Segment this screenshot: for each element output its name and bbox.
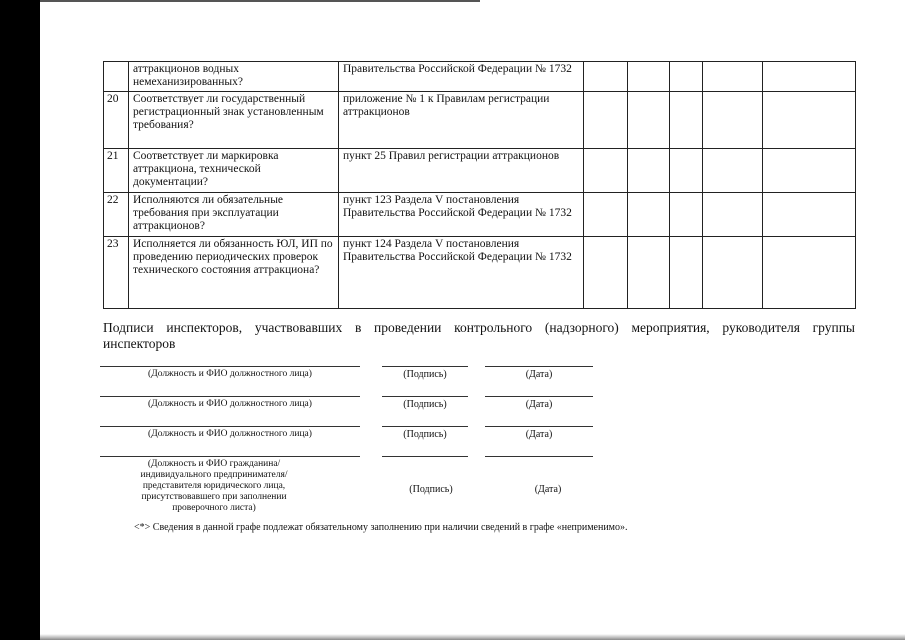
table-row (104, 237, 856, 309)
scan-border-top (40, 0, 480, 2)
answer-extra-cell (703, 62, 763, 92)
row-number (104, 62, 129, 92)
signature-line[interactable] (382, 426, 468, 427)
date-line[interactable] (485, 426, 593, 427)
inspector-signature-row (0, 426, 905, 450)
date-line[interactable] (485, 366, 593, 367)
table-row (104, 92, 856, 149)
answer-na-cell (670, 149, 703, 193)
position-line[interactable] (100, 426, 360, 427)
controlled-date-line[interactable] (485, 456, 593, 457)
table-row (104, 62, 856, 92)
row-question: аттракционов водных немеханизированных? (129, 62, 339, 92)
controlled-signature-label: (Подпись) (409, 484, 453, 495)
comment-cell (763, 62, 856, 92)
answer-na-cell (670, 193, 703, 237)
date-label: (Дата) (525, 429, 553, 440)
controlled-position-line[interactable] (100, 456, 360, 457)
comment-cell (763, 92, 856, 149)
date-line[interactable] (485, 396, 593, 397)
scan-border-bottom (40, 634, 905, 640)
row-reference: пункт 124 Раздела V постановления Правительства Российской Федерации № 1732 (339, 237, 584, 309)
position-label: (Должность и ФИО должностного лица) (148, 399, 312, 409)
signature-label: (Подпись) (403, 399, 447, 410)
table-row (104, 149, 856, 193)
row-question: Исполняется ли обязанность ЮЛ, ИП по проведению периодических проверок технического состояния аттракциона? (129, 237, 339, 309)
controlled-person-label: (Должность и ФИО гражданина/индивидуального предпринимателя/представителя юридического лица, присутствовавшего при заполнении проверочного листа) (140, 459, 288, 513)
answer-na-cell (670, 92, 703, 149)
answer-yes-cell (584, 62, 628, 92)
row-number: 23 (104, 237, 129, 309)
row-question: Соответствует ли маркировка аттракциона, технической документации? (129, 149, 339, 193)
controlled-date-label: (Дата) (534, 484, 562, 495)
row-number: 21 (104, 149, 129, 193)
row-question: Соответствует ли государственный регистрационный знак установленным требования? (129, 92, 339, 149)
comment-cell (763, 149, 856, 193)
signatures-title: Подписи инспекторов, участвовавших в проведении контрольного (надзорного) мероприятия, руководителя группы инспекторов (103, 320, 855, 351)
answer-yes-cell (584, 237, 628, 309)
comment-cell (763, 193, 856, 237)
footnote: <*> Сведения в данной графе подлежат обязательному заполнению при наличии сведений в графе «неприменимо». (134, 522, 628, 533)
row-reference: Правительства Российской Федерации № 1732 (339, 62, 584, 92)
answer-extra-cell (703, 92, 763, 149)
signature-line[interactable] (382, 396, 468, 397)
table-row (104, 193, 856, 237)
scan-border-left (0, 0, 40, 640)
signature-label: (Подпись) (403, 429, 447, 440)
position-label: (Должность и ФИО должностного лица) (148, 429, 312, 439)
date-label: (Дата) (525, 399, 553, 410)
answer-yes-cell (584, 92, 628, 149)
position-line[interactable] (100, 396, 360, 397)
row-reference: пункт 25 Правил регистрации аттракционов (339, 149, 584, 193)
row-reference: пункт 123 Раздела V постановления Правительства Российской Федерации № 1732 (339, 193, 584, 237)
signature-label: (Подпись) (403, 369, 447, 380)
answer-extra-cell (703, 237, 763, 309)
answer-na-cell (670, 62, 703, 92)
answer-extra-cell (703, 193, 763, 237)
row-question: Исполняются ли обязательные требования при эксплуатации аттракционов? (129, 193, 339, 237)
answer-na-cell (670, 237, 703, 309)
signature-line[interactable] (382, 366, 468, 367)
inspector-signature-row (0, 366, 905, 390)
controlled-signature-line[interactable] (382, 456, 468, 457)
answer-yes-cell (584, 149, 628, 193)
row-reference: приложение № 1 к Правилам регистрации аттракционов (339, 92, 584, 149)
row-number: 20 (104, 92, 129, 149)
position-label: (Должность и ФИО должностного лица) (148, 369, 312, 379)
row-number: 22 (104, 193, 129, 237)
answer-no-cell (628, 62, 670, 92)
answer-yes-cell (584, 193, 628, 237)
answer-no-cell (628, 149, 670, 193)
inspector-signature-row (0, 396, 905, 420)
date-label: (Дата) (525, 369, 553, 380)
answer-no-cell (628, 92, 670, 149)
checklist-table (103, 61, 856, 309)
answer-no-cell (628, 237, 670, 309)
position-line[interactable] (100, 366, 360, 367)
answer-no-cell (628, 193, 670, 237)
answer-extra-cell (703, 149, 763, 193)
comment-cell (763, 237, 856, 309)
